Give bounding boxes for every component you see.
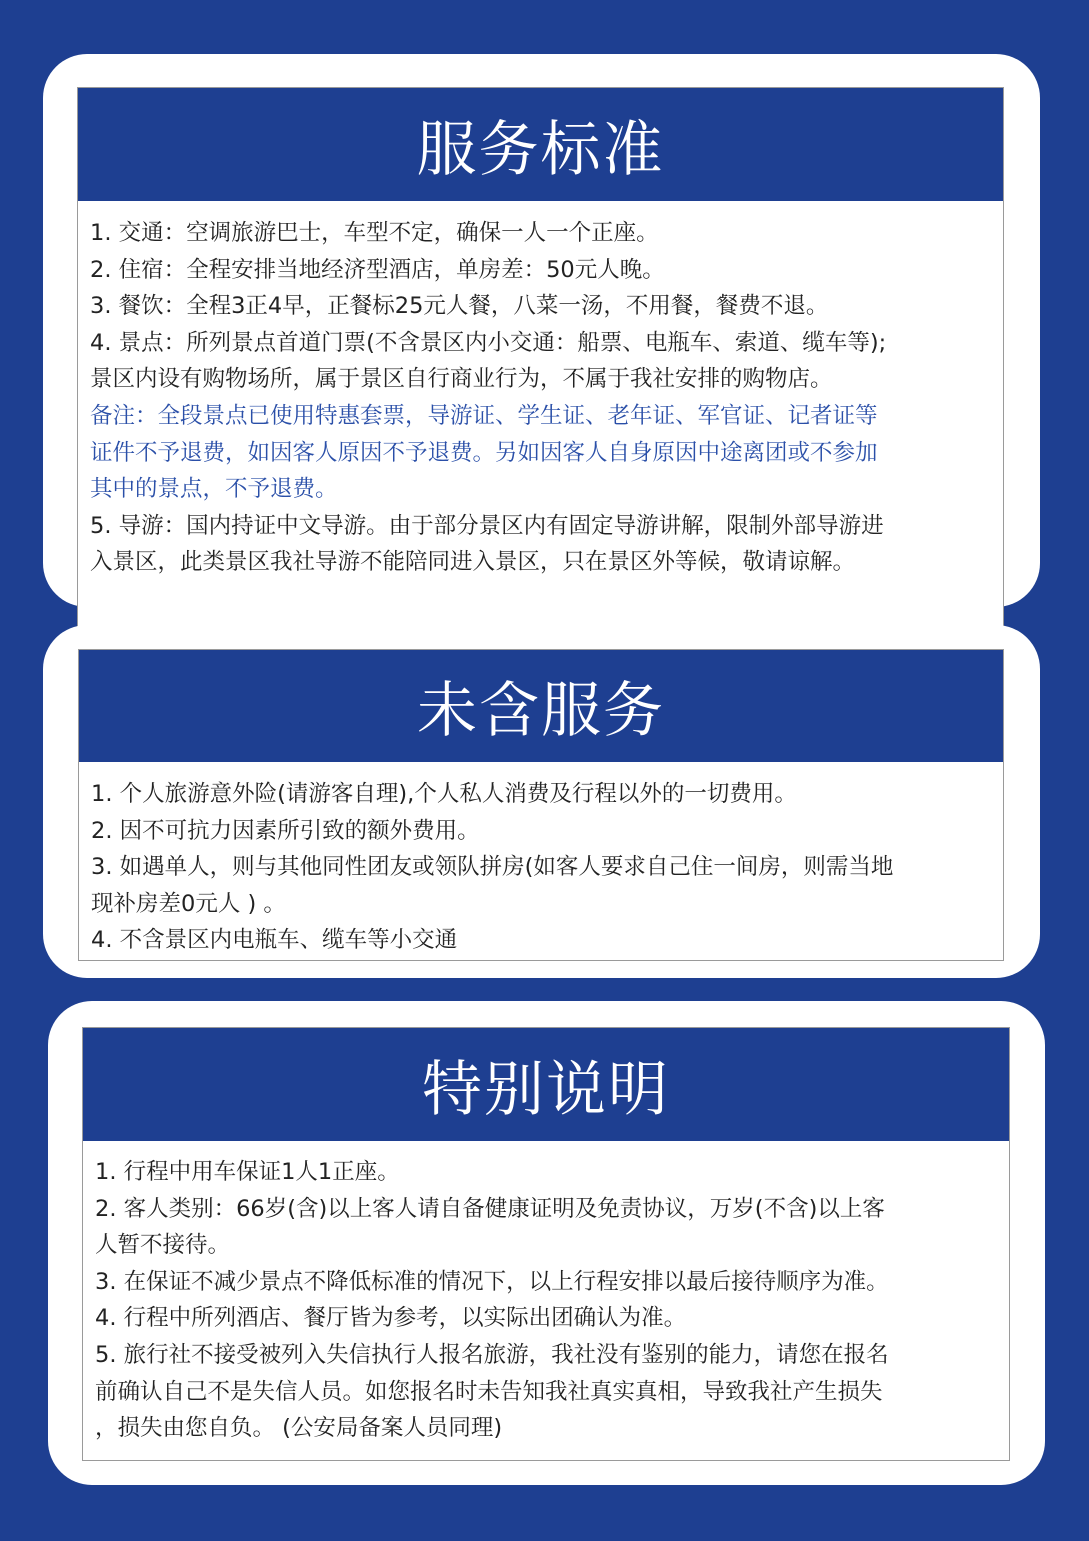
list-item: 2. 客人类别：66岁(含)以上客人请自备健康证明及免责协议，万岁(不含)以上客: [95, 1195, 885, 1222]
list-item: 1. 行程中用车保证1人1正座。: [95, 1159, 400, 1185]
special-notes-list: [95, 1154, 1003, 1447]
list-item: 现补房差0元人 ) 。: [91, 890, 286, 917]
not-included-card: [43, 625, 1040, 978]
list-item: 前确认自己不是失信人员。如您报名时未告知我社真实真相，导致我社产生损失: [95, 1378, 883, 1405]
list-item: 3. 如遇单人，则与其他同性团友或领队拼房(如客人要求自己住一间房，则需当地: [91, 854, 894, 881]
list-item: 4. 景点：所列景点首道门票(不含景区内小交通：船票、电瓶车、索道、缆车等);: [90, 329, 887, 356]
special-notes-title: 特别说明: [83, 1028, 1009, 1141]
not-included-title: 未含服务: [79, 650, 1003, 762]
list-item: ，损失由您自负。 (公安局备案人员同理): [95, 1415, 503, 1442]
list-item: 4. 行程中所列酒店、餐厅皆为参考，以实际出团确认为准。: [95, 1305, 687, 1332]
not-included-list: [91, 776, 997, 959]
list-item: 人暂不接待。: [95, 1232, 231, 1259]
list-item: 1. 个人旅游意外险(请游客自理),个人私人消费及行程以外的一切费用。: [91, 781, 797, 807]
list-item: 1. 交通：空调旅游巴士，车型不定，确保一人一个正座。: [90, 220, 659, 246]
list-item: 2. 因不可抗力因素所引致的额外费用。: [91, 817, 480, 844]
service-standard-list: [90, 215, 997, 581]
list-item: 景区内设有购物场所，属于景区自行商业行为，不属于我社安排的购物店。: [90, 366, 833, 393]
special-notes-panel: [82, 1027, 1010, 1461]
service-standard-panel: [77, 87, 1004, 645]
service-standard-card: [43, 54, 1040, 607]
note-line: 证件不予退费，如因客人原因不予退费。另如因客人自身原因中途离团或不参加: [90, 439, 878, 466]
note-line: 其中的景点，不予退费。: [90, 476, 338, 503]
list-item: 3. 餐饮：全程3正4早，正餐标25元人餐，八菜一汤，不用餐，餐费不退。: [90, 293, 829, 320]
list-item: 5. 旅行社不接受被列入失信执行人报名旅游，我社没有鉴别的能力，请您在报名: [95, 1341, 889, 1368]
note-line: 备注：全段景点已使用特惠套票，导游证、学生证、老年证、军官证、记者证等: [90, 402, 878, 429]
list-item: 3. 在保证不减少景点不降低标准的情况下，以上行程安排以最后接待顺序为准。: [95, 1268, 889, 1295]
special-notes-card: [48, 1001, 1045, 1485]
list-item: 入景区，此类景区我社导游不能陪同进入景区，只在景区外等候，敬请谅解。: [90, 549, 856, 576]
not-included-panel: [78, 649, 1004, 961]
list-item: 4. 不含景区内电瓶车、缆车等小交通: [91, 927, 458, 954]
list-item: 5. 导游：国内持证中文导游。由于部分景区内有固定导游讲解，限制外部导游进: [90, 512, 884, 539]
service-standard-title: 服务标准: [78, 88, 1003, 201]
list-item: 2. 住宿：全程安排当地经济型酒店，单房差：50元人晚。: [90, 256, 665, 283]
